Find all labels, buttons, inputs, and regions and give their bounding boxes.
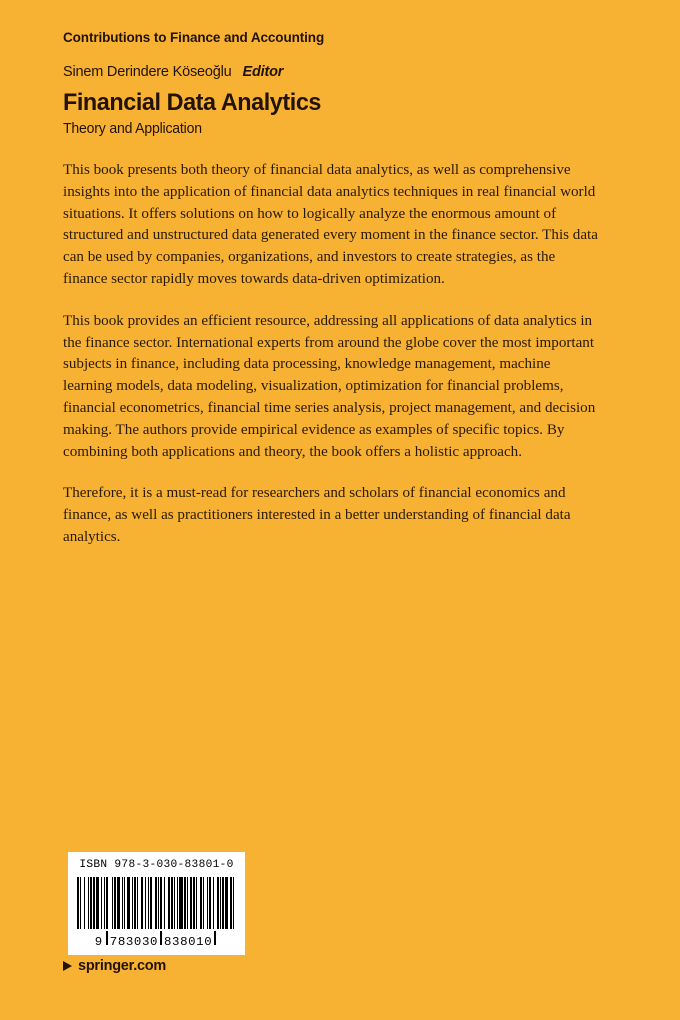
barcode-bars — [77, 877, 236, 929]
blurb-paragraph: Therefore, it is a must-read for researchers and scholars of financial economics and finance, as well as practitioners interested in a better understanding of financial data analytics. — [63, 485, 571, 545]
barcode-digits — [77, 931, 236, 948]
cover-header — [63, 30, 623, 138]
publisher-logo[interactable] — [63, 959, 166, 974]
series-title: Contributions to Finance and Accounting — [63, 30, 325, 45]
page-title: Financial Data Analytics — [63, 88, 321, 116]
barcode-digit-group-right: 838010 — [164, 934, 213, 949]
editor-role-label: Editor — [242, 64, 284, 81]
barcode-white-box — [68, 852, 245, 955]
publisher-name: springer.com — [78, 958, 167, 974]
barcode-digit-group-left: 783030 — [109, 934, 159, 949]
isbn-barcode-block — [68, 852, 245, 955]
play-triangle-icon — [63, 961, 72, 971]
editor-line — [63, 64, 623, 81]
book-subtitle: Theory and Application — [63, 121, 202, 138]
isbn-number: ISBN 978-3-030-83801-0 — [79, 859, 234, 871]
blurb-paragraph: This book presents both theory of financial data analytics, as well as comprehensive insights into the application of financial data analytics techniques in real financial world situations. It offers solutions on how to logically analyze the enormous amount of structured and unstructured data generated every moment in the finance sector. This data can be used by companies, organizations, and investors to create strategies, as the finance sector rapidly moves towards data-driven optimization. — [63, 162, 598, 287]
barcode-lead-digit: 9 — [94, 934, 103, 949]
barcode-guard-right — [214, 931, 216, 945]
blurb-text-block — [63, 160, 598, 549]
barcode-guard-left — [106, 931, 108, 945]
barcode-guard-center — [160, 931, 162, 945]
editor-name: Sinem Derindere Köseoğlu — [63, 64, 232, 81]
blurb-paragraph: This book provides an efficient resource, addressing all applications of data analytics in the finance sector. International experts from around the globe cover the most important subjects in finance, including data processing, knowledge management, machine learning models, data modeling, visualization, optimization for financial problems, financial econometrics, financial time series analysis, project management, and decision making. The authors provide empirical evidence as examples of specific topics. By combining both applications and theory, the book offers a holistic approach. — [63, 312, 596, 460]
